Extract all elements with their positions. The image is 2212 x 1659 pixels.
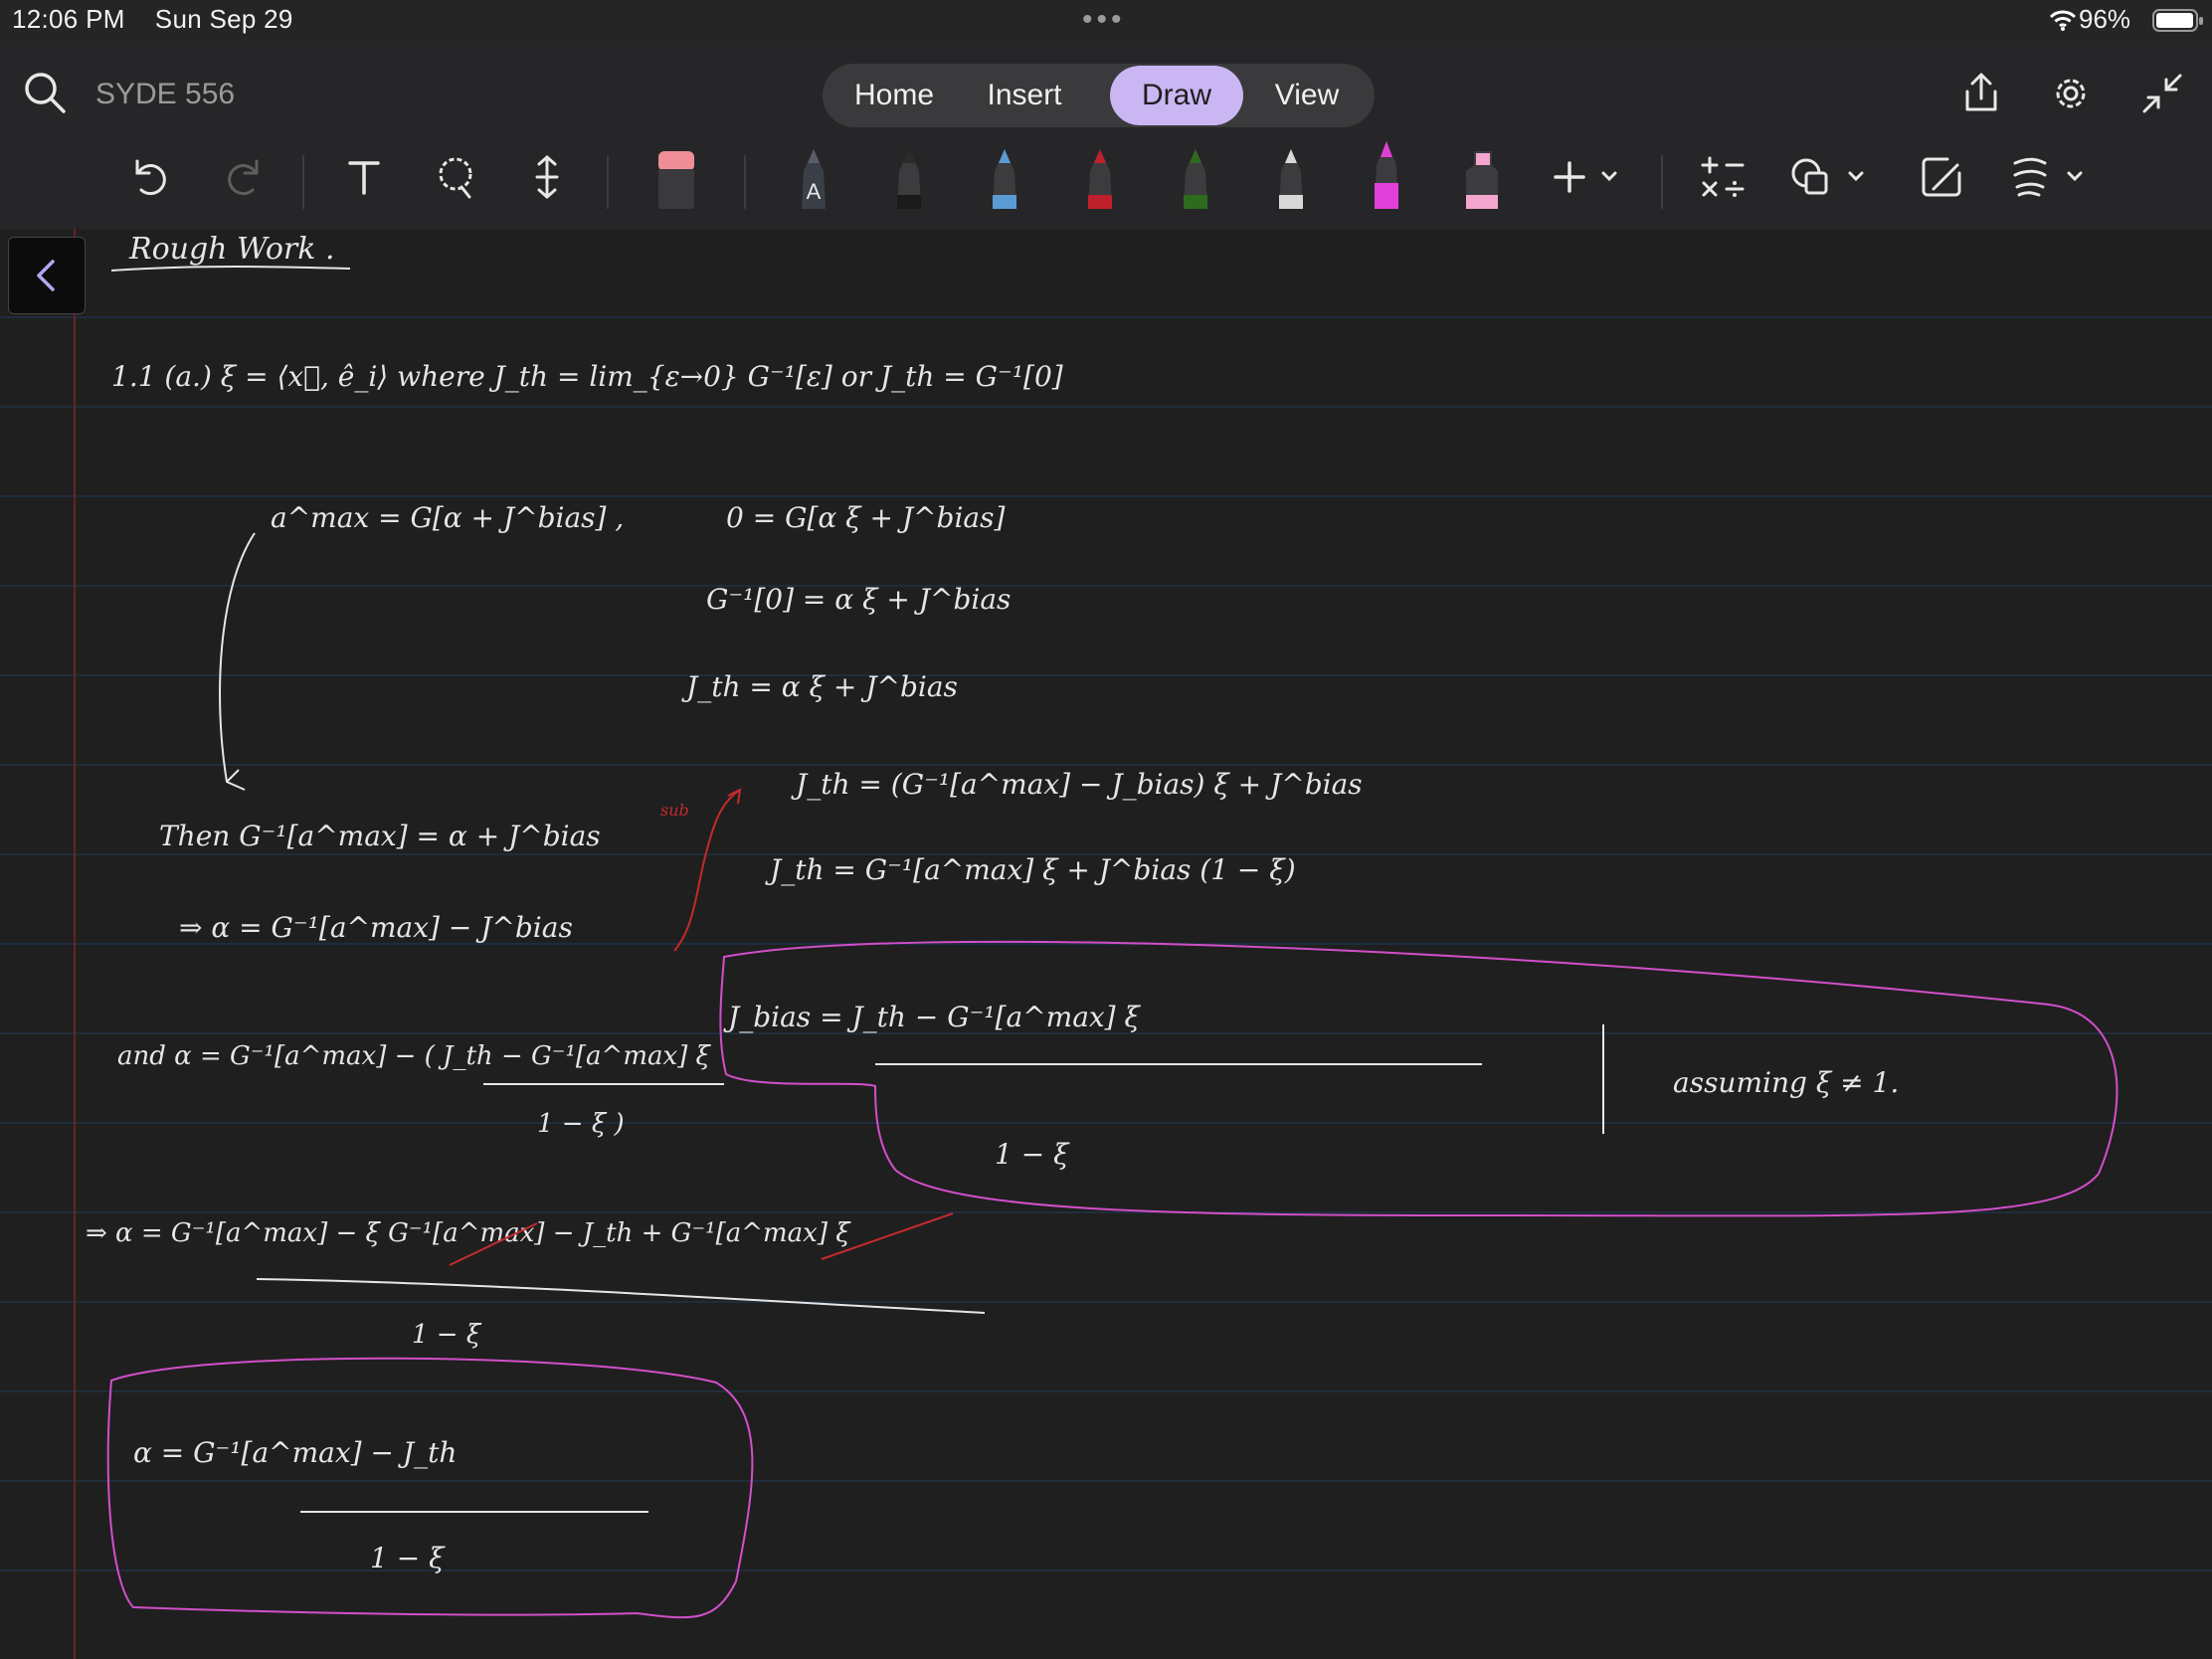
pen-white[interactable] [1267,147,1315,209]
status-time [12,4,293,35]
toolbar-divider [302,155,304,209]
pen-blue[interactable] [981,147,1028,209]
note-alpha-final: α = G⁻¹[a^max] − J_th [133,1436,458,1469]
toolbar-divider [1661,155,1663,209]
alpha2-fraction-bar [257,1279,985,1313]
pen-green[interactable] [1172,147,1219,209]
toolbar-divider [744,155,746,209]
status-bar [0,0,2212,44]
wifi-icon [2049,8,2077,32]
pen-dark-gray[interactable] [790,147,837,209]
settings-gear-icon[interactable] [2049,72,2093,115]
box-alpha [108,1359,753,1617]
share-icon[interactable] [1959,72,2003,115]
tab-home[interactable]: Home [853,79,935,111]
note-line-1: 1.1 (a.) ξ = ⟨x⃗, ê_i⟩ where J_th = lim_{ε→0} G⁻¹[ε] or J_th = G⁻¹[0] [111,360,1063,393]
eraser-icon[interactable] [652,149,700,209]
math-icon[interactable] [1699,153,1747,201]
insert-space-icon[interactable] [523,153,571,201]
note-jbias-den: 1 − ξ [995,1138,1069,1171]
notebook-page[interactable] [0,229,2212,1659]
note-jth-1: J_th = α ξ + J^bias [686,670,958,703]
collapse-icon[interactable] [2140,72,2184,115]
note-jth-3: J_th = G⁻¹[a^max] ξ + J^bias (1 − ξ) [770,853,1296,886]
heading-rough-work: Rough Work . [129,232,335,267]
status-time-value: 12:06 PM [12,4,125,34]
text-tool-icon[interactable] [340,153,388,201]
note-jbias-num: J_bias = J_th − G⁻¹[a^max] ξ [728,1001,1140,1033]
multitasking-dots[interactable]: ••• [1082,3,1126,36]
note-alpha-1: ⇒ α = G⁻¹[a^max] − J^bias [179,911,573,944]
tab-draw[interactable]: Draw [1110,66,1243,125]
lasso-select-icon[interactable] [432,153,479,201]
heading-underline [111,267,350,271]
tab-insert[interactable]: Insert [987,79,1062,111]
note-sub: sub [660,801,689,820]
note-assuming: assuming ξ ≠ 1. [1673,1066,1900,1099]
highlighter-pink[interactable] [1458,147,1506,209]
svg-text:A: A [806,179,822,204]
add-pen-icon[interactable] [1548,153,1627,201]
shapes-icon[interactable] [1788,153,1872,201]
box-jbias [720,942,2117,1216]
notebook-title[interactable]: SYDE 556 [95,78,236,110]
search-icon[interactable] [22,70,68,115]
pen-red[interactable] [1076,147,1124,209]
note-jth-2: J_th = (G⁻¹[a^max] − J_bias) ξ + J^bias [796,768,1363,801]
down-arrow [220,533,255,790]
redo-icon[interactable] [219,153,267,201]
toolbar-divider [607,155,609,209]
pen-magenta[interactable] [1363,139,1410,209]
tab-view[interactable]: View [1274,79,1340,111]
app-header [0,44,2212,229]
ribbon-tabs [823,64,1375,127]
status-date: Sun Sep 29 [154,4,293,34]
undo-icon[interactable] [127,153,175,201]
ink-to-text-icon[interactable] [2009,153,2093,201]
note-amax: a^max = G[α + J^bias] , [271,501,625,534]
pen-black[interactable] [885,147,933,209]
handwritten-ink-layer [0,229,2212,1659]
note-alpha-final-den: 1 − ξ [370,1542,445,1574]
note-alpha2-den: 1 − ξ [412,1320,481,1350]
note-and-alpha: and α = G⁻¹[a^max] − ( J_th − G⁻¹[a^max] ξ [117,1041,710,1071]
note-alpha-2: ⇒ α = G⁻¹[a^max] − ξ G⁻¹[a^max] − J_th + G⁻¹[a^max] ξ [86,1218,850,1248]
note-zero-eq: 0 = G[α ξ + J^bias] [726,501,1006,534]
note-and-den: 1 − ξ ) [537,1109,625,1139]
ink-to-shape-icon[interactable] [1918,153,1965,201]
note-then: Then G⁻¹[a^max] = α + J^bias [159,820,601,852]
battery-icon [2152,8,2204,34]
note-ginv-zero: G⁻¹[0] = α ξ + J^bias [706,583,1012,616]
battery-percentage: 96% [2079,4,2131,34]
